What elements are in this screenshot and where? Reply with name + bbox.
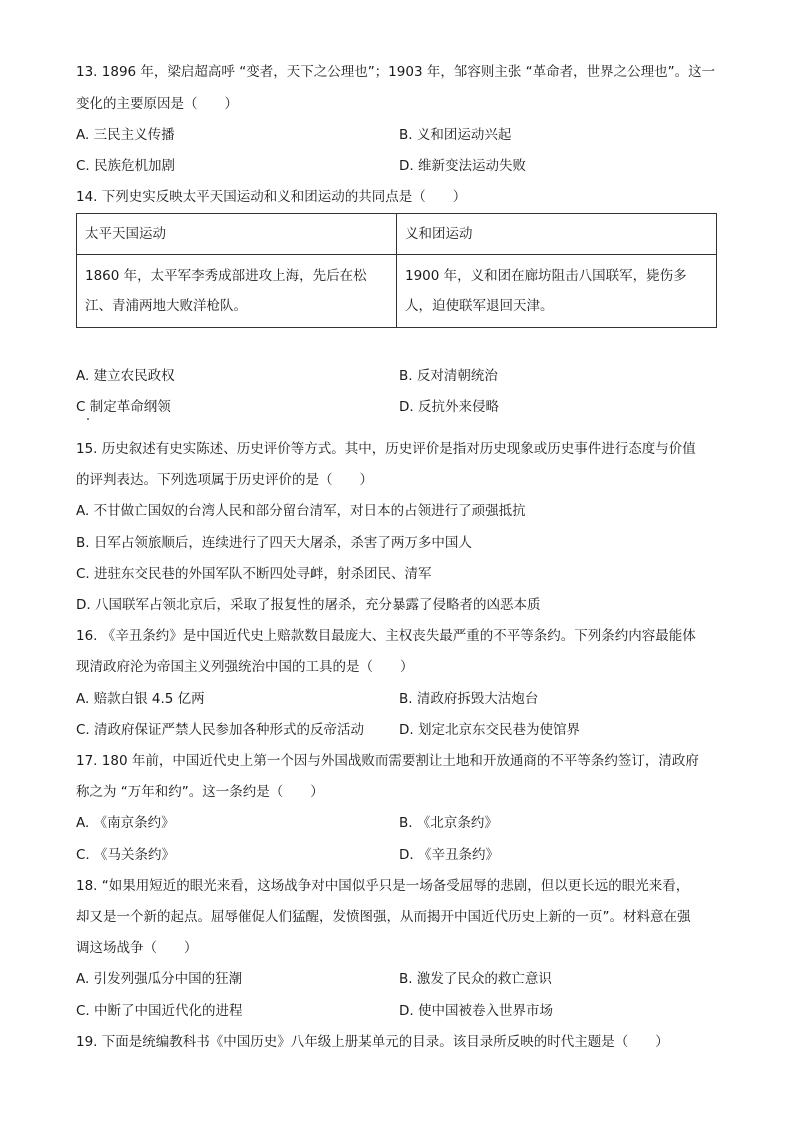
table-cell-boxer — [397, 255, 717, 328]
question-18-option-c: C. 中断了中国近代化的进程 — [76, 1003, 243, 1019]
table-header-taiping: 太平天国运动 — [77, 214, 397, 255]
table-cell-taiping-line-2: 江、青浦两地大败洋枪队。 — [85, 298, 247, 314]
question-17-stem-line-2: 称之为 “万年和约”。这一条约是（ ） — [76, 784, 324, 800]
question-19-stem-line-1: 19. 下面是统编教科书《中国历史》八年级上册某单元的目录。该目录所反映的时代主题是（ ） — [76, 1034, 669, 1050]
table-header-boxer: 义和团运动 — [397, 214, 717, 255]
question-14-option-b: B. 反对清朝统治 — [399, 368, 498, 384]
question-16-stem-line-2: 现清政府沦为帝国主义列强统治中国的工具的是（ ） — [76, 659, 414, 675]
question-18-option-d: D. 使中国被卷入世界市场 — [399, 1003, 553, 1019]
question-15-option-c: C. 进驻东交民巷的外国军队不断四处寻衅，射杀团民、清军 — [76, 566, 432, 582]
question-16-option-b: B. 清政府拆毁大沽炮台 — [399, 691, 539, 707]
question-13-stem-line-1: 13. 1896 年，梁启超高呼 “变者，天下之公理也”；1903 年，邹容则主张 “革命者，世界之公理也”。这一 — [76, 64, 716, 80]
table-cell-taiping — [77, 255, 397, 328]
question-17-option-d: D. 《辛丑条约》 — [399, 847, 499, 863]
table-cell-taiping-line-1: 1860 年，太平军李秀成部进攻上海，先后在松 — [85, 268, 367, 284]
question-17-option-a: A. 《南京条约》 — [76, 815, 175, 831]
question-14-option-a: A. 建立农民政权 — [76, 368, 175, 384]
question-18-stem-line-2: 却又是一个新的起点。屈辱催促人们猛醒，发愤图强，从而揭开中国近代历史上新的一页”。材料意在强 — [76, 909, 691, 925]
question-14-option-d: D. 反抗外来侵略 — [399, 399, 499, 415]
question-13-stem-line-2: 变化的主要原因是（ ） — [76, 96, 238, 112]
question-18-stem-line-1: 18. “如果用短近的眼光来看，这场战争对中国似乎只是一场备受屈辱的悲剧，但以更长远的眼光来看， — [76, 878, 690, 894]
question-18-option-a: A. 引发列强瓜分中国的狂潮 — [76, 971, 243, 987]
question-16-stem-line-1: 16. 《辛丑条约》是中国近代史上赔款数目最庞大、主权丧失最严重的不平等条约。下列条约内容最能体 — [76, 628, 696, 644]
question-15-option-b: B. 日军占领旅顺后，连续进行了四天大屠杀，杀害了两万多中国人 — [76, 535, 472, 551]
question-14-option-c: C 制定革命纲领 — [76, 399, 171, 415]
question-15-option-a: A. 不甘做亡国奴的台湾人民和部分留台清军，对日本的占领进行了顽强抵抗 — [76, 503, 526, 519]
question-13-option-a: A. 三民主义传播 — [76, 127, 175, 143]
question-14-comparison-table — [76, 213, 717, 328]
question-18-stem-line-3: 调这场战争（ ） — [76, 940, 198, 956]
question-17-option-b: B. 《北京条约》 — [399, 815, 498, 831]
question-15-option-d: D. 八国联军占领北京后，采取了报复性的屠杀，充分暴露了侵略者的凶恶本质 — [76, 597, 541, 613]
question-15-stem-line-2: 的评判表达。下列选项属于历史评价的是（ ） — [76, 472, 373, 488]
question-16-option-c: C. 清政府保证严禁人民参加各种形式的反帝活动 — [76, 722, 365, 738]
stray-dot-mark — [87, 418, 89, 420]
question-16-option-a: A. 赔款白银 4.5 亿两 — [76, 691, 205, 707]
question-17-option-c: C. 《马关条约》 — [76, 847, 176, 863]
question-15-stem-line-1: 15. 历史叙述有史实陈述、历史评价等方式。其中，历史评价是指对历史现象或历史事件进行态度与价值 — [76, 441, 696, 457]
question-13-option-b: B. 义和团运动兴起 — [399, 127, 512, 143]
question-13-option-d: D. 维新变法运动失败 — [399, 158, 526, 174]
table-cell-boxer-line-2: 人，迫使联军退回天津。 — [405, 298, 554, 314]
question-16-option-d: D. 划定北京东交民巷为使馆界 — [399, 722, 580, 738]
question-18-option-b: B. 激发了民众的救亡意识 — [399, 971, 552, 987]
question-13-option-c: C. 民族危机加剧 — [76, 158, 176, 174]
question-14-stem-line-1: 14. 下列史实反映太平天国运动和义和团运动的共同点是（ ） — [76, 189, 467, 205]
table-cell-boxer-line-1: 1900 年，义和团在廊坊阻击八国联军，毙伤多 — [405, 268, 687, 284]
question-17-stem-line-1: 17. 180 年前，中国近代史上第一个因与外国战败而需要割让土地和开放通商的不平等条约签订，清政府 — [76, 753, 699, 769]
